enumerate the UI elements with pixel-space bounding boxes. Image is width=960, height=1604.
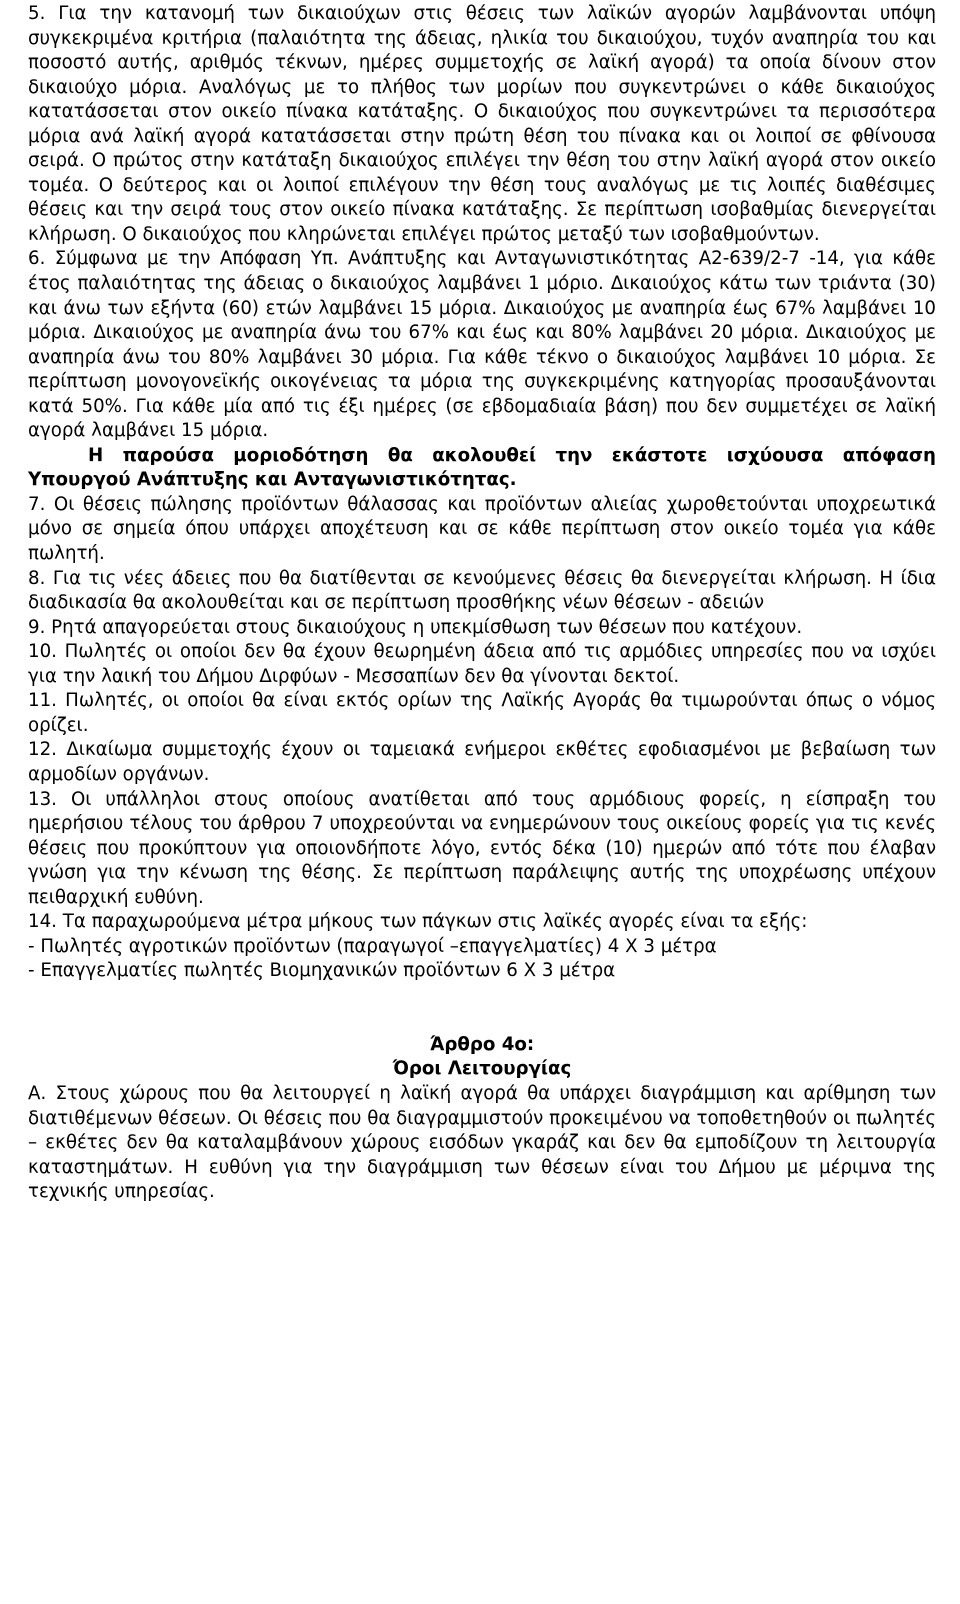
paragraph-12: 12. Δικαίωμα συμμετοχής έχουν οι ταμειακά ενήμεροι εκθέτες εφοδιασμένοι με βεβαίωση των αρμοδίων οργάνων. <box>28 739 936 785</box>
paragraph-14-item-2: - Επαγγελματίες πωλητές Βιομηχανικών προϊόντων 6 Χ 3 μέτρα <box>28 960 616 982</box>
paragraph-14-item-1: - Πωλητές αγροτικών προϊόντων (παραγωγοί –επαγγελματίες) 4 Χ 3 μέτρα <box>28 935 717 957</box>
article-title: Όροι Λειτουργίας <box>392 1058 572 1080</box>
paragraph-6-note: Η παρούσα μοριοδότηση θα ακολουθεί την εκάστοτε ισχύουσα απόφαση Υπουργού Ανάπτυξης και Ανταγωνιστικότητας. <box>28 444 936 491</box>
paragraph-6: 6. Σύμφωνα με την Απόφαση Υπ. Ανάπτυξης και Ανταγωνιστικότητας Α2-639/2-7 -14, για κάθε έτος παλαιότητας της άδειας ο δικαιούχος λαμβάνει 1 μόριο. Δικαιούχος κάτω των τριάντα (30) και άνω των εξήντα (60) ετών λαμβάνει 15 μόρια. Δικαιούχος με αναπηρία έως 67% λαμβάνει 10 μόρια. Δικαιούχος με αναπηρία άνω του 67% και έως και 80% λαμβάνει 20 μόρια. Δικαιούχος με αναπηρία άνω του 80% λαμβάνει 30 μόρια. Για κάθε τέκνο ο δικαιούχος λαμβάνει 10 μόρια. Σε περίπτωση μονογονεϊκής οικογένειας τα μόρια της συγκεκριμένης κατηγορίας προσαυξάνονται κατά 50%. Για κάθε μία από τις έξι ημέρες (σε εβδομαδιαία βάση) που δεν συμμετέχει σε λαϊκή αγορά λαμβάνει 15 μόρια. <box>28 248 936 442</box>
paragraph-14: 14. Τα παραχωρούμενα μέτρα μήκους των πάγκων στις λαϊκές αγορές είναι τα εξής: <box>28 911 808 933</box>
article-number: Άρθρο 4ο: <box>429 1033 535 1055</box>
paragraph-5: 5. Για την κατανομή των δικαιούχων στις θέσεις των λαϊκών αγορών λαμβάνονται υπόψη συγκεκριμένα κριτήρια (παλαιότητα της άδειας, ηλικία του δικαιούχου, τυχόν αναπηρία του και ποσοστό αυτής, αριθμός τέκνων, ημέρες συμμετοχής σε λαϊκή αγορά) τα οποία δίνουν στον δικαιούχο μόρια. Αναλόγως με το πλήθος των μορίων που συγκεντρώνει ο κάθε δικαιούχος κατατάσσεται στον οικείο πίνακα κατάταξης. Ο δικαιούχος που συγκεντρώνει τα περισσότερα μόρια ανά λαϊκή αγορά κατατάσσεται στην πρώτη θέση του πίνακα και οι λοιποί σε φθίνουσα σειρά. Ο πρώτος στην κατάταξη δικαιούχος επιλέγει την θέση του στην λαϊκή αγορά στον οικείο τομέα. Ο δεύτερος και οι λοιποί επιλέγουν την θέση τους αναλόγως με τις λοιπές διαθέσιμες θέσεις και την σειρά τους στον οικείο πίνακα κατάταξης. Σε περίπτωση ισοβαθμίας διενεργείται κλήρωση. Ο δικαιούχος που κληρώνεται επιλέγει πρώτος μεταξύ των ισοβαθμούντων. <box>28 3 936 245</box>
paragraph-a: Α. Στους χώρους που θα λειτουργεί η λαϊκή αγορά θα υπάρχει διαγράμμιση και αρίθμηση των διατιθέμενων θέσεων. Οι θέσεις που θα διαγραμμιστούν προκειμένου να τοποθετηθούν οι πωλητές – εκθέτες δεν θα καταλαμβάνουν χώρους εισόδων γκαράζ και δεν θα εμποδίζουν τη λειτουργία καταστημάτων. Η ευθύνη για την διαγράμμιση των θέσεων είναι του Δήμου με μέριμνα της τεχνικής υπηρεσίας. <box>28 1082 936 1203</box>
paragraph-9: 9. Ρητά απαγορεύεται στους δικαιούχους η υπεκμίσθωση των θέσεων που κατέχουν. <box>28 616 803 638</box>
paragraph-7: 7. Οι θέσεις πώλησης προϊόντων θάλασσας και προϊόντων αλιείας χωροθετούνται υποχρεωτικά μόνο σε σημεία όπου υπάρχει αποχέτευση και σε κάθε περίπτωση στον οικείο τομέα για κάθε πωλητή. <box>28 493 936 565</box>
paragraph-8: 8. Για τις νέες άδειες που θα διατίθενται σε κενούμενες θέσεις θα διενεργείται κλήρωση. Η ίδια διαδικασία θα ακολουθείται και σε περίπτωση προσθήκης νέων θέσεων - αδειών <box>28 567 936 614</box>
paragraph-11: 11. Πωλητές, οι οποίοι θα είναι εκτός ορίων της Λαϊκής Αγοράς θα τιμωρούνται όπως ο νόμος ορίζει. <box>28 690 936 736</box>
paragraph-10: 10. Πωλητές οι οποίοι δεν θα έχουν θεωρημένη άδεια από τις αρμόδιες υπηρεσίες που να ισχύει για την λαική του Δήμου Διρφύων - Μεσσαπίων δεν θα γίνονται δεκτοί. <box>28 641 936 687</box>
section-spacer <box>28 984 936 1033</box>
paragraph-13: 13. Οι υπάλληλοι στους οποίους ανατίθεται από τους αρμόδιους φορείς, η είσπραξη του ημερήσιου τέλους του άρθρου 7 υποχρεούνται να ενημερώνουν τους οικείους φορείς για τις κενές θέσεις που προκύπτουν για οποιονδήποτε λόγο, εντός δέκα (10) ημερών από τότε που έλαβαν γνώση για την κένωση της θέσης. Σε περίπτωση παράλειψης αυτής της υποχρέωσης υπέχουν πειθαρχική ευθύνη. <box>28 788 936 908</box>
